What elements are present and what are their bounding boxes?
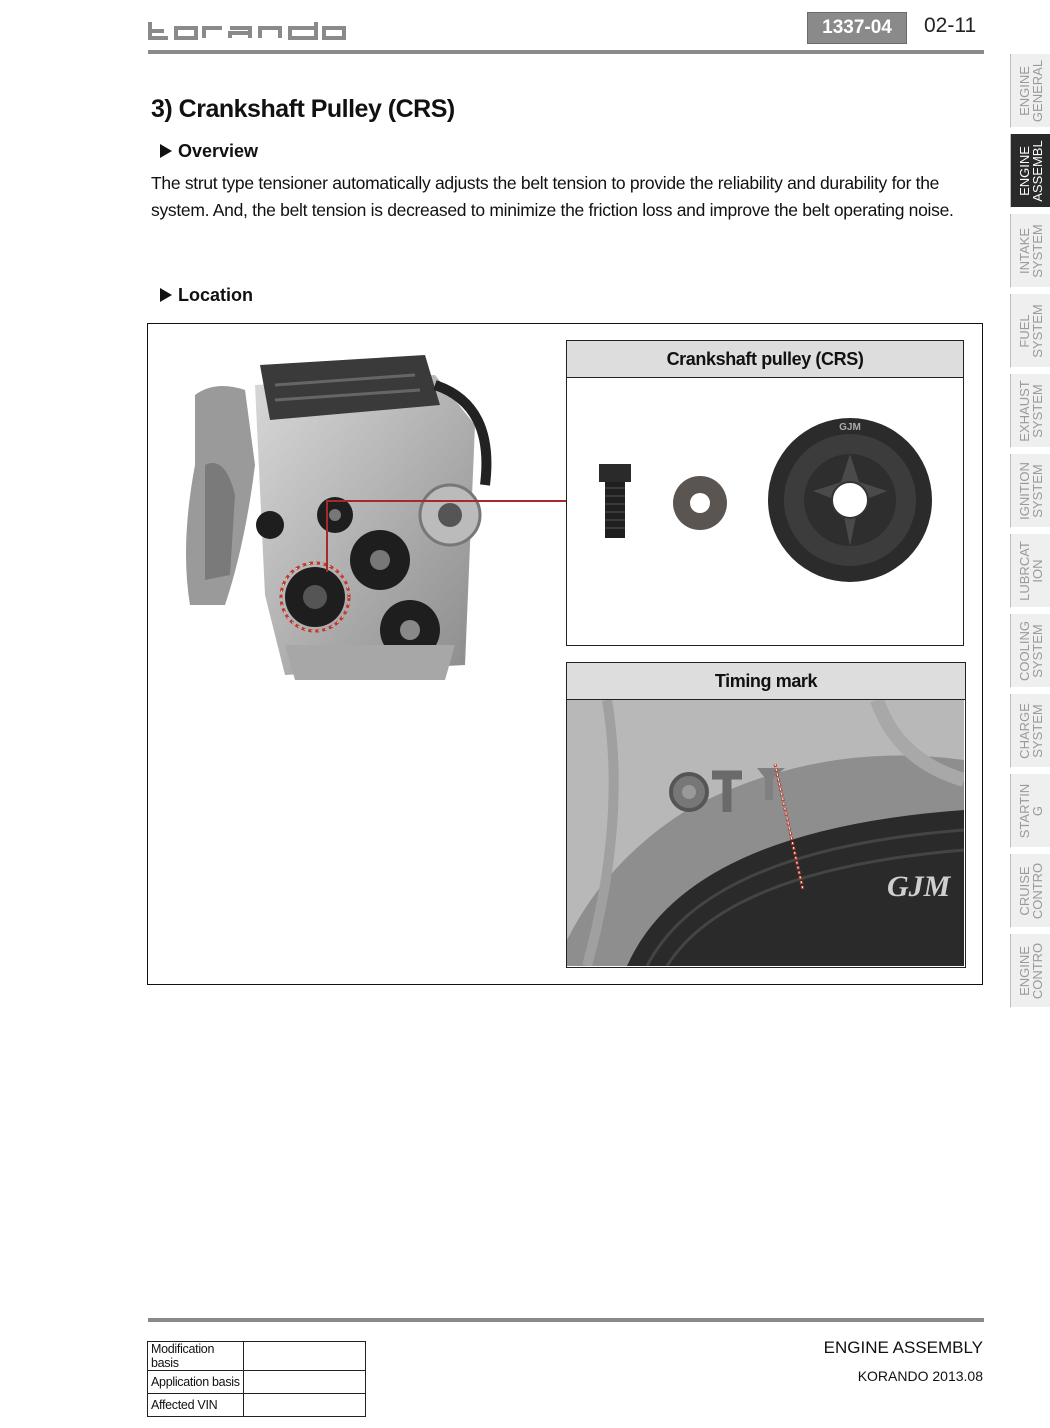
crankshaft-pulley-panel xyxy=(566,340,964,646)
row-value xyxy=(244,1342,366,1371)
document-code: 1337-04 xyxy=(807,12,907,44)
crankshaft-pulley-parts-illustration xyxy=(567,378,962,644)
tab-cruise-control[interactable] xyxy=(1010,854,1050,928)
tab-fuel-system[interactable] xyxy=(1010,294,1050,368)
tab-starting[interactable] xyxy=(1010,774,1050,848)
tab-label: INTAKE SYSTEM xyxy=(1016,223,1045,278)
tab-label: CHARGE SYSTEM xyxy=(1016,702,1045,759)
tab-ignition-system[interactable] xyxy=(1010,454,1050,528)
tab-label: ENGINE ASSEMBL xyxy=(1016,139,1045,202)
triangle-bullet-icon xyxy=(160,288,172,302)
triangle-bullet-icon xyxy=(160,144,172,158)
tab-exhaust-system[interactable] xyxy=(1010,374,1050,448)
tab-label: FUEL SYSTEM xyxy=(1016,303,1045,358)
tab-label: IGNITION SYSTEM xyxy=(1016,461,1045,520)
pulley-stamp-text: GJM xyxy=(839,422,861,433)
overview-heading xyxy=(160,141,258,162)
header-divider xyxy=(148,50,984,54)
tab-charge-system[interactable] xyxy=(1010,694,1050,768)
revision-table xyxy=(147,1341,366,1417)
table-row xyxy=(148,1342,366,1371)
table-row xyxy=(148,1394,366,1417)
location-heading-text: Location xyxy=(178,285,253,305)
location-heading xyxy=(160,285,253,306)
footer-model-date: KORANDO 2013.08 xyxy=(857,1368,983,1384)
tab-label: CRUISE CONTRO xyxy=(1016,862,1045,919)
panel-title: Timing mark xyxy=(567,663,965,700)
row-label: Application basis xyxy=(148,1371,244,1394)
korando-logo xyxy=(148,18,348,44)
page-number: 02-11 xyxy=(924,14,977,37)
row-label: Modification basis xyxy=(148,1342,244,1371)
tab-lubrication[interactable] xyxy=(1010,534,1050,608)
footer-section-name: ENGINE ASSEMBLY xyxy=(823,1338,983,1357)
timing-mark-panel xyxy=(566,662,966,968)
table-row xyxy=(148,1371,366,1394)
section-title: 3) Crankshaft Pulley (CRS) xyxy=(151,95,455,123)
tab-label: STARTIN G xyxy=(1016,783,1045,838)
tab-cooling-system[interactable] xyxy=(1010,614,1050,688)
panel-title: Crankshaft pulley (CRS) xyxy=(567,341,963,378)
overview-paragraph: The strut type tensioner automatically adjusts the belt tension to provide the reliability and durability for the system. And, the belt tension is decreased to minimize the friction loss and improve the belt operating noise. xyxy=(151,173,954,220)
tab-label: ENGINE GENERAL xyxy=(1016,59,1045,122)
footer-divider xyxy=(148,1318,984,1322)
row-value xyxy=(244,1371,366,1394)
tab-engine-general[interactable] xyxy=(1010,54,1050,128)
timing-mark-illustration xyxy=(567,700,964,966)
tab-intake-system[interactable] xyxy=(1010,214,1050,288)
overview-heading-text: Overview xyxy=(178,141,259,161)
pulley-stamp-text: GJM xyxy=(887,870,951,903)
callout-leader-line xyxy=(320,495,570,575)
tab-engine-assembly[interactable] xyxy=(1010,134,1050,208)
row-label: Affected VIN xyxy=(148,1394,244,1417)
row-value xyxy=(244,1394,366,1417)
tab-engine-control[interactable] xyxy=(1010,934,1050,1008)
tab-label: ENGINE CONTRO xyxy=(1016,942,1045,999)
tab-label: COOLING SYSTEM xyxy=(1016,620,1045,681)
tab-label: EXHAUST SYSTEM xyxy=(1016,379,1045,442)
tab-label: LUBRCAT ION xyxy=(1016,540,1045,601)
